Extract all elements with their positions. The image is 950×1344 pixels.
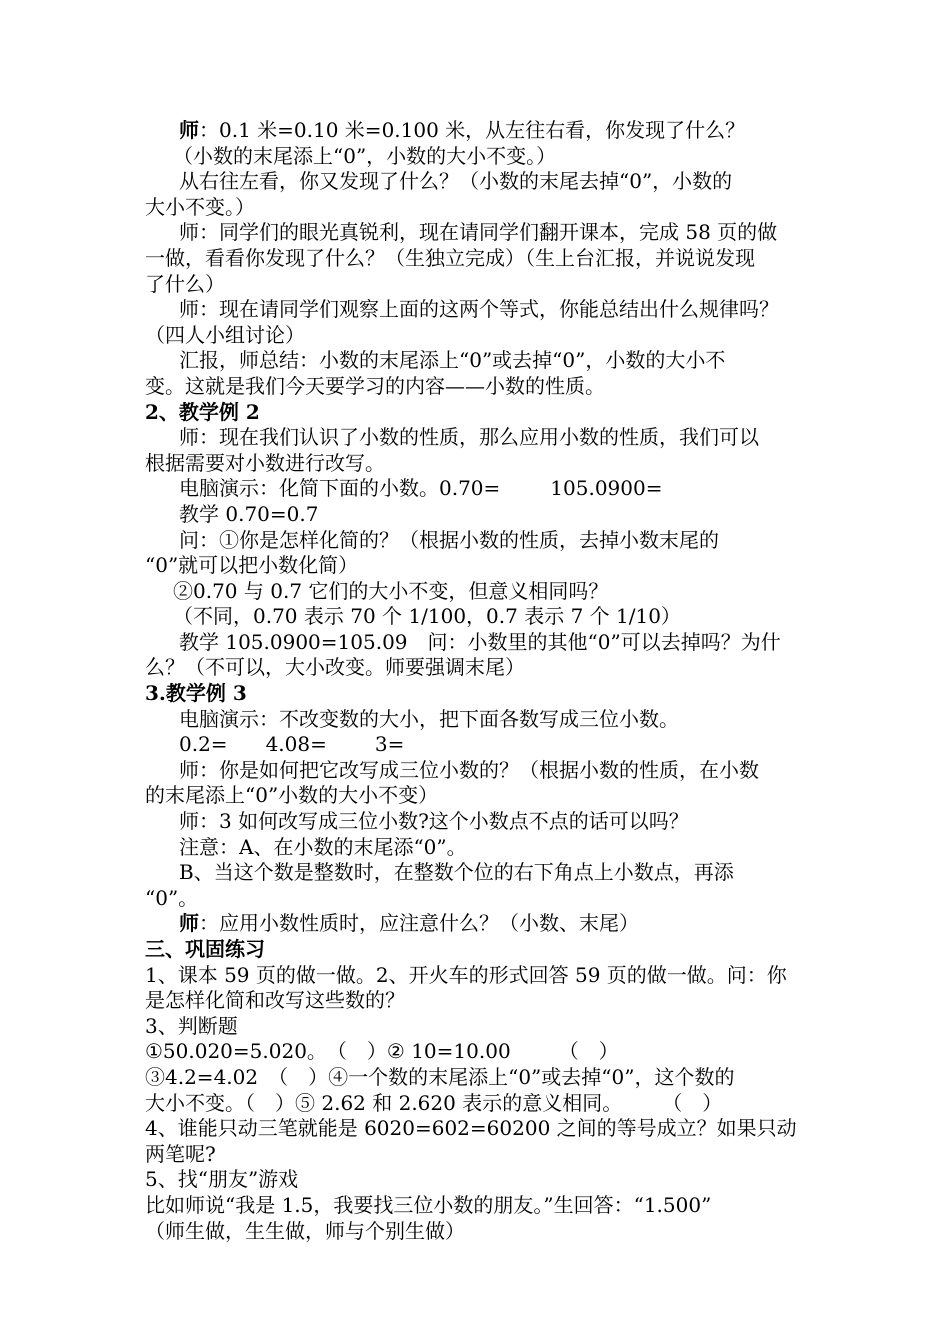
text-line: 0.2= 4.08= 3= [179,732,405,757]
section-heading: 2、教学例 2 [145,399,260,424]
text-line: 师：应用小数性质时，应注意什么？（小数、末尾） [179,911,639,936]
text-line: 从右往左看，你又发现了什么？（小数的末尾去掉“0”，小数的 [179,169,733,194]
text-line: 变。这就是我们今天要学习的内容——小数的性质。 [145,373,605,398]
text-line: 一做，看看你发现了什么？（生独立完成）（生上台汇报，并说说发现 [145,245,755,270]
text-line: 大小不变。（ ）⑤ 2.62 和 2.620 表示的意义相同。 （ ） [145,1090,723,1115]
text-line: 师：现在我们认识了小数的性质，那么应用小数的性质，我们可以 [179,425,759,450]
text-line: 汇报，师总结：小数的末尾添上“0”或去掉“0”，小数的大小不 [179,348,726,373]
text-line: 电脑演示：化简下面的小数。0.70= 105.0900= [179,476,663,501]
text-line: 了什么） [145,271,225,296]
section-heading: 3.教学例 3 [145,681,247,706]
text-line: 师：现在请同学们观察上面的这两个等式，你能总结出什么规律吗？ [179,297,779,322]
text-line: 的末尾添上“0”小数的大小不变） [145,783,439,808]
text-line: （小数的末尾添上“0”，小数的大小不变。） [173,143,557,168]
text-line: “0”。 [145,885,199,910]
text-line: 比如师说“我是 1.5，我要找三位小数的朋友。”生回答：“1.500” [145,1192,712,1217]
text-line: 么？（不可以，大小改变。师要强调末尾） [145,655,525,680]
text-line: B、当这个数是整数时，在整数个位的右下角点上小数点，再添 [179,860,734,885]
text-line: “0”就可以把小数化简） [145,553,359,578]
text-line: ①50.020=5.020。 （ ）② 10=10.00 （ ） [145,1039,619,1064]
text-line: 根据需要对小数进行改写。 [145,450,385,475]
text-line: 教学 0.70=0.7 [179,501,319,526]
text-line: 教学 105.0900=105.09 问：小数里的其他“0”可以去掉吗？为什 [179,629,781,654]
lesson-text [145,118,810,1244]
text-line: ③4.2=4.02 （ ）④一个数的末尾添上“0”或去掉“0”，这个数的 [145,1064,735,1089]
text-line: 1、课本 59 页的做一做。2、开火车的形式回答 59 页的做一做。问：你 [145,962,787,987]
text-line: 3、判断题 [145,1013,238,1038]
text-line: （师生做，生生做，师与个别生做） [145,1218,465,1243]
text-line: （四人小组讨论） [145,322,305,347]
text-line: 师：3 如何改写成三位小数?这个小数点不点的话可以吗？ [179,809,689,834]
text-line: 注意：A、在小数的末尾添“0”。 [179,834,467,859]
section-heading: 三、巩固练习 [145,937,265,961]
text-line: 问：①你是怎样化简的？（根据小数的性质，去掉小数末尾的 [179,527,719,552]
text-line: 两笔呢? [145,1141,216,1166]
text-line: 大小不变。） [145,194,255,219]
text-line: 师：同学们的眼光真锐利，现在请同学们翻开课本，完成 58 页的做 [179,220,778,245]
text-line: ②0.70 与 0.7 它们的大小不变，但意义相同吗？ [173,578,609,603]
text-line: 是怎样化简和改写这些数的？ [145,988,405,1013]
text-line: 师：0.1 米=0.10 米=0.100 米，从左往右看，你发现了什么？ [179,118,746,142]
text-line: 师：你是如何把它改写成三位小数的？（根据小数的性质，在小数 [179,757,759,782]
text-line: 5、找“朋友”游戏 [145,1167,299,1192]
text-line: 4、谁能只动三笔就能是 6020=602=60200 之间的等号成立？如果只动 [145,1116,797,1141]
text-line: （不同，0.70 表示 70 个 1/100，0.7 表示 7 个 1/10） [173,604,681,629]
text-line: 电脑演示：不改变数的大小，把下面各数写成三位小数。 [179,706,679,731]
